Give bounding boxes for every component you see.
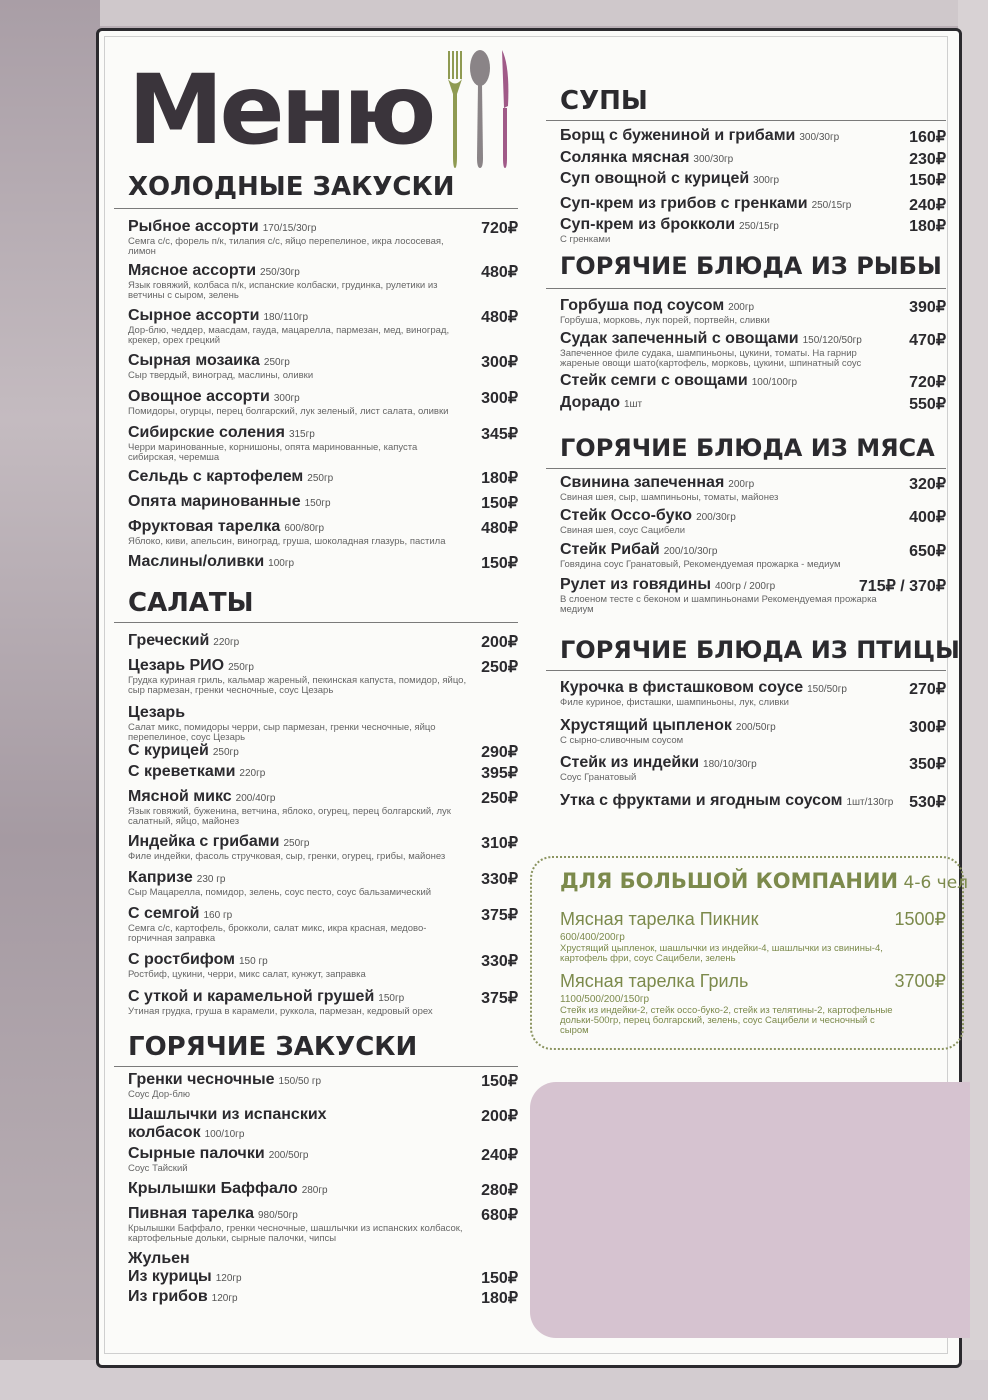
- item-name: [560, 792, 946, 810]
- item-price: 250₽: [481, 659, 518, 676]
- item-weight: 200/10/30гр: [663, 546, 718, 557]
- item-price: 720₽: [909, 374, 946, 391]
- menu-item[interactable]: [128, 1288, 518, 1306]
- item-name: [128, 218, 518, 236]
- menu-item[interactable]: [560, 474, 946, 503]
- poultry-section-rule: [546, 670, 946, 671]
- menu-item[interactable]: [560, 127, 946, 145]
- item-name: [128, 1180, 518, 1198]
- item-name: [560, 394, 946, 412]
- item-price: 290₽: [481, 744, 518, 761]
- item-description: Черри маринованные, корнишоны, опята маринованные, капуста сибирская, черемша: [128, 442, 418, 463]
- menu-item[interactable]: [128, 833, 518, 862]
- item-name-text: С курицей: [128, 742, 209, 759]
- menu-item[interactable]: [128, 1145, 518, 1174]
- item-name: [560, 216, 946, 234]
- item-weight: 160 гр: [203, 910, 233, 921]
- item-price: 230₽: [909, 151, 946, 168]
- menu-item[interactable]: [128, 388, 518, 417]
- item-price: 350₽: [909, 756, 946, 773]
- item-weight: 400гр / 200гр: [715, 581, 776, 592]
- item-name-text: Фруктовая тарелка: [128, 518, 281, 535]
- item-name-text: Стейк Рибай: [560, 541, 660, 558]
- item-description: С гренками: [560, 234, 611, 245]
- item-name-text: Стейк семги с овощами: [560, 372, 748, 389]
- item-description: Семга с/с, форель п/к, тилапия с/с, яйцо перепелиное, икра лососевая, лимон: [128, 236, 444, 257]
- item-weight: 300/30гр: [799, 132, 840, 143]
- item-name-text: Пивная тарелка: [128, 1205, 254, 1222]
- item-price: 375₽: [481, 907, 518, 924]
- item-name: [128, 1071, 518, 1089]
- meat-section-rule: [546, 468, 946, 469]
- menu-item[interactable]: [128, 493, 518, 511]
- item-name-text: Сырные палочки: [128, 1145, 265, 1162]
- menu-item[interactable]: [560, 216, 946, 245]
- item-name: [128, 905, 518, 923]
- soups-section-rule: [546, 120, 946, 121]
- item-name: [128, 1288, 518, 1306]
- item-description: Утиная грудка, груша в карамели, руккола, пармезан, кедровый орех: [128, 1006, 433, 1017]
- menu-item[interactable]: [560, 149, 946, 167]
- item-weight: 280гр: [301, 1185, 328, 1196]
- item-price: 395₽: [481, 765, 518, 782]
- salads-section-title: [128, 588, 254, 618]
- item-name-text: Сырная мозаика: [128, 352, 260, 369]
- item-name-text-line2: колбасок: [128, 1124, 201, 1141]
- menu-item[interactable]: [128, 869, 518, 898]
- item-name-text: Из курицы: [128, 1268, 212, 1285]
- item-name: [128, 988, 518, 1006]
- item-name: [560, 372, 946, 390]
- item-description: Стейк из индейки-2, стейк оссо-буко-2, стейк из телятины-2, картофельные дольки-500гр, перец болгарский, зелень, соус Сацибели и чесночный с сыром: [560, 1005, 893, 1036]
- item-name: [560, 195, 946, 213]
- menu-item[interactable]: [560, 717, 946, 746]
- item-description: Филе индейки, фасоль стручковая, сыр, гренки, огурец, грибы, майонез: [128, 851, 446, 862]
- menu-item[interactable]: [560, 576, 946, 615]
- item-name: [128, 704, 518, 722]
- section-title-text: САЛАТЫ: [128, 588, 254, 618]
- section-subtitle: 4-6 чел: [898, 873, 969, 893]
- menu-item[interactable]: [128, 352, 518, 381]
- menu-item[interactable]: [128, 262, 518, 301]
- item-name-text: С семгой: [128, 905, 200, 922]
- salads-section-rule: [114, 622, 518, 623]
- item-description: Помидоры, огурцы, перец болгарский, лук зеленый, лист салата, оливки: [128, 406, 449, 417]
- item-price: 650₽: [909, 543, 946, 560]
- item-price: 345₽: [481, 426, 518, 443]
- item-weight: 180/110гр: [263, 312, 309, 323]
- item-weight: 200/30гр: [696, 512, 736, 523]
- spoon-icon: [470, 50, 490, 168]
- item-price: 270₽: [909, 681, 946, 698]
- section-title-text: ГОРЯЧИЕ БЛЮДА ИЗ ПТИЦЫ: [560, 636, 960, 664]
- cutlery-icons: [440, 46, 520, 176]
- menu-title: Меню: [128, 54, 433, 166]
- item-weight: 200гр: [728, 302, 755, 313]
- menu-item[interactable]: [128, 1250, 518, 1268]
- menu-item[interactable]: [128, 742, 518, 760]
- item-price: 400₽: [909, 509, 946, 526]
- menu-item[interactable]: [560, 330, 946, 369]
- item-weight: 150/120/50гр: [802, 335, 862, 346]
- item-price: 300₽: [481, 390, 518, 407]
- background-left: [0, 0, 100, 1400]
- menu-item[interactable]: [128, 424, 518, 463]
- fish-section-rule: [546, 288, 946, 289]
- item-name-text: Сельдь с картофелем: [128, 468, 304, 485]
- item-description: Филе куриное, фисташки, шампиньоны, лук, сливки: [560, 697, 789, 708]
- item-price: 180₽: [909, 218, 946, 235]
- menu-item[interactable]: [128, 307, 518, 346]
- meat-section-title: [560, 434, 935, 462]
- item-weight: 150гр: [304, 498, 331, 509]
- item-description: Семга с/с, картофель, брокколи, салат микс, икра красная, медово-горчичная заправка: [128, 923, 427, 944]
- item-name-text: Мясная тарелка Гриль: [560, 971, 749, 991]
- item-name-text: С уткой и карамельной грушей: [128, 988, 375, 1005]
- menu-item[interactable]: [128, 951, 518, 980]
- item-weight: 250гр: [307, 473, 334, 484]
- item-name: [128, 493, 518, 511]
- item-price: 240₽: [481, 1147, 518, 1164]
- item-weight: 300/30гр: [693, 154, 734, 165]
- garnish-section-box: [530, 1082, 970, 1338]
- item-description: Салат микс, помидоры черри, сыр пармезан, гренки чесночные, яйцо перепелиное, соус Цезарь: [128, 722, 436, 743]
- item-name: [128, 1145, 518, 1163]
- menu-item[interactable]: [560, 195, 946, 213]
- item-name: [128, 553, 518, 571]
- item-price: 200₽: [481, 634, 518, 651]
- item-name-text: Курочка в фисташковом соусе: [560, 679, 804, 696]
- item-weight: 300гр: [273, 393, 300, 404]
- item-weight: 250гр: [228, 662, 254, 673]
- item-weight: 200гр: [728, 479, 755, 490]
- item-description: Сыр Мацарелла, помидор, зелень, соус песто, соус бальзамический: [128, 887, 432, 898]
- item-description: В слоеном тесте с беконом и шампиньонами Рекомендуемая прожарка медиум: [560, 594, 877, 615]
- item-weight: 100/10гр: [204, 1129, 245, 1140]
- cold-section-title: [128, 172, 455, 202]
- menu-item[interactable]: [128, 988, 518, 1017]
- item-name-text: Суп-крем из грибов с гренками: [560, 195, 808, 212]
- poultry-section-title: [560, 636, 960, 664]
- item-description: Дор-блю, чеддер, маасдам, гауда, мацарелла, пармезан, мед, виноград, крекер, орех грецкий: [128, 325, 450, 346]
- item-price: 160₽: [909, 129, 946, 146]
- item-price: 680₽: [481, 1207, 518, 1224]
- item-name-text: С креветками: [128, 763, 236, 780]
- item-price: 280₽: [481, 1182, 518, 1199]
- item-weight: 200/50гр: [735, 722, 776, 733]
- item-name-text: Мясной микс: [128, 788, 232, 805]
- section-title-text: ГОРЯЧИЕ БЛЮДА ИЗ МЯСА: [560, 434, 935, 462]
- item-name-text: Свинина запеченная: [560, 474, 725, 491]
- item-name: [560, 127, 946, 145]
- menu-item[interactable]: [128, 1205, 518, 1244]
- menu-item[interactable]: [128, 1071, 518, 1100]
- item-weight: 220гр: [213, 637, 240, 648]
- item-name: [128, 1106, 518, 1142]
- item-name-text: Греческий: [128, 632, 210, 649]
- item-weight: 315гр: [288, 429, 315, 440]
- item-name-text: Стейк Оссо-буко: [560, 507, 693, 524]
- item-name: [560, 474, 946, 492]
- item-name: [560, 754, 946, 772]
- item-price: 330₽: [481, 871, 518, 888]
- item-name: [128, 1250, 518, 1268]
- item-price: 320₽: [909, 476, 946, 493]
- item-name-text: Солянка мясная: [560, 149, 690, 166]
- item-weight: 100гр: [268, 558, 295, 569]
- menu-item[interactable]: [560, 507, 946, 536]
- item-name-text: Суп овощной с курицей: [560, 170, 750, 187]
- item-name-text: Крылышки Баффало: [128, 1180, 298, 1197]
- item-weight: 300гр: [753, 175, 780, 186]
- section-title-text: ГОРЯЧИЕ ЗАКУСКИ: [128, 1032, 418, 1062]
- menu-item[interactable]: [128, 553, 518, 571]
- background-top: [0, 0, 988, 26]
- item-name-text: Цезарь: [128, 704, 186, 721]
- cold-section-rule: [114, 208, 518, 209]
- menu-item[interactable]: [560, 297, 946, 326]
- item-weight: 1100/500/200/150гр: [560, 994, 650, 1005]
- item-weight: 600/400/200гр: [560, 932, 625, 943]
- item-weight: 600/80гр: [284, 523, 325, 534]
- section-title-text: ГОРЯЧИЕ БЛЮДА ИЗ РЫБЫ: [560, 252, 942, 280]
- item-weight: 180/10/30гр: [703, 759, 757, 770]
- hot_snacks-section-rule: [114, 1066, 518, 1067]
- item-weight: 150гр: [378, 993, 405, 1004]
- item-price: 715₽ / 370₽: [858, 578, 946, 595]
- menu-item[interactable]: [128, 788, 518, 827]
- item-weight: 150 гр: [238, 956, 268, 967]
- item-weight: 1шт: [623, 399, 643, 410]
- item-name-text: Овощное ассорти: [128, 388, 270, 405]
- item-name-text: Судак запеченный с овощами: [560, 330, 799, 347]
- item-name-text: Хрустящий цыпленок: [560, 717, 732, 734]
- menu-item[interactable]: [128, 1106, 518, 1142]
- item-name: [128, 424, 518, 442]
- item-weight: 250/30гр: [260, 267, 300, 278]
- item-description: Запеченное филе судака, шампиньоны, цукини, томаты. На гарнир жареные овощи шато(картофель, морковь, цукини, шпинатный соус: [560, 348, 862, 369]
- item-price: 300₽: [909, 719, 946, 736]
- item-description: Соус Тайский: [128, 1163, 188, 1174]
- item-name: [560, 149, 946, 167]
- item-weight: 170/15/30гр: [262, 223, 317, 234]
- item-description: Говядина соус Гранатовый, Рекомендуемая прожарка - медиум: [560, 559, 841, 570]
- item-price: 310₽: [481, 835, 518, 852]
- item-description: Яблоко, киви, апельсин, виноград, груша, шоколадная глазурь, пастила: [128, 536, 446, 547]
- item-weight: 100/100гр: [751, 377, 798, 388]
- item-name-text: Шашлычки из испанских: [128, 1106, 327, 1123]
- item-weight: 150/50гр: [807, 684, 847, 695]
- item-name: [128, 1205, 518, 1223]
- item-weight: 120гр: [211, 1293, 238, 1304]
- item-name-text: Суп-крем из брокколи: [560, 216, 736, 233]
- item-name: [560, 679, 946, 697]
- section-title-text: СУПЫ: [560, 86, 648, 116]
- item-name-text: Стейк из индейки: [560, 754, 700, 771]
- item-name: [128, 352, 518, 370]
- item-name-text: Опята маринованные: [128, 493, 301, 510]
- menu-item[interactable]: [560, 372, 946, 390]
- item-weight: 230 гр: [196, 874, 226, 885]
- item-name: [128, 742, 518, 760]
- item-name: [128, 763, 518, 781]
- item-name-text: Цезарь РИО: [128, 657, 225, 674]
- item-name: [560, 717, 946, 735]
- item-price: 150₽: [481, 1270, 518, 1287]
- item-name-text: Маслины/оливки: [128, 553, 265, 570]
- item-description: Крылышки Баффало, гренки чесночные, шашлычки из испанских колбасок, картофельные дольки, сырные палочки, чипсы: [128, 1223, 463, 1244]
- item-weight: 220гр: [239, 768, 266, 779]
- item-name-text: Индейка с грибами: [128, 833, 280, 850]
- item-name: [128, 833, 518, 851]
- item-name-text: С ростбифом: [128, 951, 235, 968]
- menu-item[interactable]: [128, 704, 518, 743]
- item-price: 150₽: [909, 172, 946, 189]
- item-name: [128, 1268, 518, 1286]
- item-name: [128, 468, 518, 486]
- item-price: 330₽: [481, 953, 518, 970]
- item-price: 180₽: [481, 1290, 518, 1307]
- item-name: [128, 632, 518, 650]
- item-name-text: Горбуша под соусом: [560, 297, 725, 314]
- item-description: С сырно-сливочным соусом: [560, 735, 684, 746]
- item-price: 480₽: [481, 520, 518, 537]
- hot_snacks-section-title: [128, 1032, 417, 1062]
- fish-section-title: [560, 252, 942, 280]
- item-price: 150₽: [481, 555, 518, 572]
- item-name-text: Рыбное ассорти: [128, 218, 259, 235]
- item-weight: 250гр: [212, 747, 239, 758]
- item-description: Свиная шея, сыр, шампиньоны, томаты, майонез: [560, 492, 779, 503]
- menu-item[interactable]: [128, 657, 518, 696]
- item-description: Хрустящий цыпленок, шашлычки из индейки-4, шашлычки из свинины-4, картофель фри, соус Сацибели, зелень: [560, 943, 883, 964]
- menu-item[interactable]: [560, 754, 946, 783]
- item-name-text: Мясное ассорти: [128, 262, 257, 279]
- item-weight: 200/40гр: [235, 793, 276, 804]
- item-price: 480₽: [481, 264, 518, 281]
- item-price: 550₽: [909, 396, 946, 413]
- item-name: [128, 869, 518, 887]
- item-name-text: Из грибов: [128, 1288, 208, 1305]
- item-description: Грудка куриная гриль, кальмар жареный, пекинская капуста, помидор, яйцо, сыр пармезан, гренки чесночные, соус Цезарь: [128, 675, 467, 696]
- item-name-text: Рулет из говядины: [560, 576, 712, 593]
- item-price: 300₽: [481, 354, 518, 371]
- item-description: Язык говяжий, буженина, ветчина, яблоко, огурец, перец болгарский, лук салатный, яйцо, майонез: [128, 806, 451, 827]
- menu-item[interactable]: [128, 468, 518, 486]
- item-weight: 120гр: [215, 1273, 242, 1284]
- item-description: Сыр твердый, виноград, маслины, оливки: [128, 370, 314, 381]
- item-price: 480₽: [481, 309, 518, 326]
- item-description: Язык говяжий, колбаса п/к, испанские колбаски, грудинка, рулетики из ветчины с сыром, зелень: [128, 280, 438, 301]
- item-price: 530₽: [909, 794, 946, 811]
- item-price: 150₽: [481, 495, 518, 512]
- menu-item[interactable]: [128, 905, 518, 944]
- item-price: 1500₽: [894, 909, 946, 929]
- item-weight: 250гр: [263, 357, 290, 368]
- item-name: [560, 507, 946, 525]
- item-name: [560, 330, 946, 348]
- item-name: [128, 657, 518, 675]
- item-price: 470₽: [909, 332, 946, 349]
- item-price: 250₽: [481, 790, 518, 807]
- section-title-text: ДЛЯ БОЛЬШОЙ КОМПАНИИ: [560, 869, 899, 893]
- item-name-text: Гренки чесночные: [128, 1071, 275, 1088]
- item-price: 3700₽: [894, 971, 946, 991]
- item-description: Соус Гранатовый: [560, 772, 637, 783]
- item-weight: 250гр: [283, 838, 310, 849]
- item-name: [128, 951, 518, 969]
- item-price: 390₽: [909, 299, 946, 316]
- menu-item[interactable]: [560, 394, 946, 412]
- soups-section-title: [560, 86, 648, 116]
- item-weight: 200/50гр: [268, 1150, 309, 1161]
- item-weight: 250/15гр: [739, 221, 779, 232]
- item-description: Свиная шея, соус Сацибели: [560, 525, 686, 536]
- item-name-text: Сибирские соления: [128, 424, 285, 441]
- item-name: [560, 297, 946, 315]
- item-name: [128, 788, 518, 806]
- item-price: 180₽: [481, 470, 518, 487]
- fork-icon: [448, 51, 462, 168]
- item-name-text: Мясная тарелка Пикник: [560, 909, 759, 929]
- item-name-text: Жульен: [128, 1250, 190, 1267]
- item-price: 240₽: [909, 197, 946, 214]
- menu-item[interactable]: [128, 632, 518, 650]
- item-description: Соус Дор-блю: [128, 1089, 191, 1100]
- item-description: Горбуша, морковь, лук порей, портвейн, сливки: [560, 315, 770, 326]
- item-price: 375₽: [481, 990, 518, 1007]
- menu-item[interactable]: [560, 541, 946, 570]
- menu-item[interactable]: [128, 763, 518, 781]
- item-name-text: Капризе: [128, 869, 193, 886]
- item-name: [128, 388, 518, 406]
- item-weight: 980/50гр: [258, 1210, 298, 1221]
- section-title-text: ХОЛОДНЫЕ ЗАКУСКИ: [128, 172, 455, 202]
- item-weight: 1шт/130гр: [846, 797, 894, 808]
- item-weight: 250/15гр: [811, 200, 852, 211]
- item-weight: 150/50 гр: [278, 1076, 322, 1087]
- item-name: [128, 518, 518, 536]
- item-name-text: Утка с фруктами и ягодным соусом: [560, 792, 843, 809]
- item-name-text: Дорадо: [560, 394, 620, 411]
- company-section-box: [530, 856, 964, 1050]
- knife-icon: [502, 50, 508, 168]
- item-price: 200₽: [481, 1108, 518, 1125]
- item-price: 150₽: [481, 1073, 518, 1090]
- item-name: [128, 262, 518, 280]
- menu-item[interactable]: [560, 170, 946, 188]
- item-name: [560, 541, 946, 559]
- menu-item[interactable]: [560, 679, 946, 708]
- menu-item[interactable]: [128, 1180, 518, 1198]
- menu-item[interactable]: [128, 1268, 518, 1286]
- item-price: 720₽: [481, 220, 518, 237]
- menu-item[interactable]: [560, 792, 946, 810]
- menu-item[interactable]: [128, 218, 518, 257]
- item-name-text: Сырное ассорти: [128, 307, 260, 324]
- menu-item[interactable]: [128, 518, 518, 547]
- item-description: Ростбиф, цукини, черри, микс салат, кунжут, заправка: [128, 969, 366, 980]
- item-name: [560, 170, 946, 188]
- item-name-text: Борщ с бужениной и грибами: [560, 127, 796, 144]
- item-name: [128, 307, 518, 325]
